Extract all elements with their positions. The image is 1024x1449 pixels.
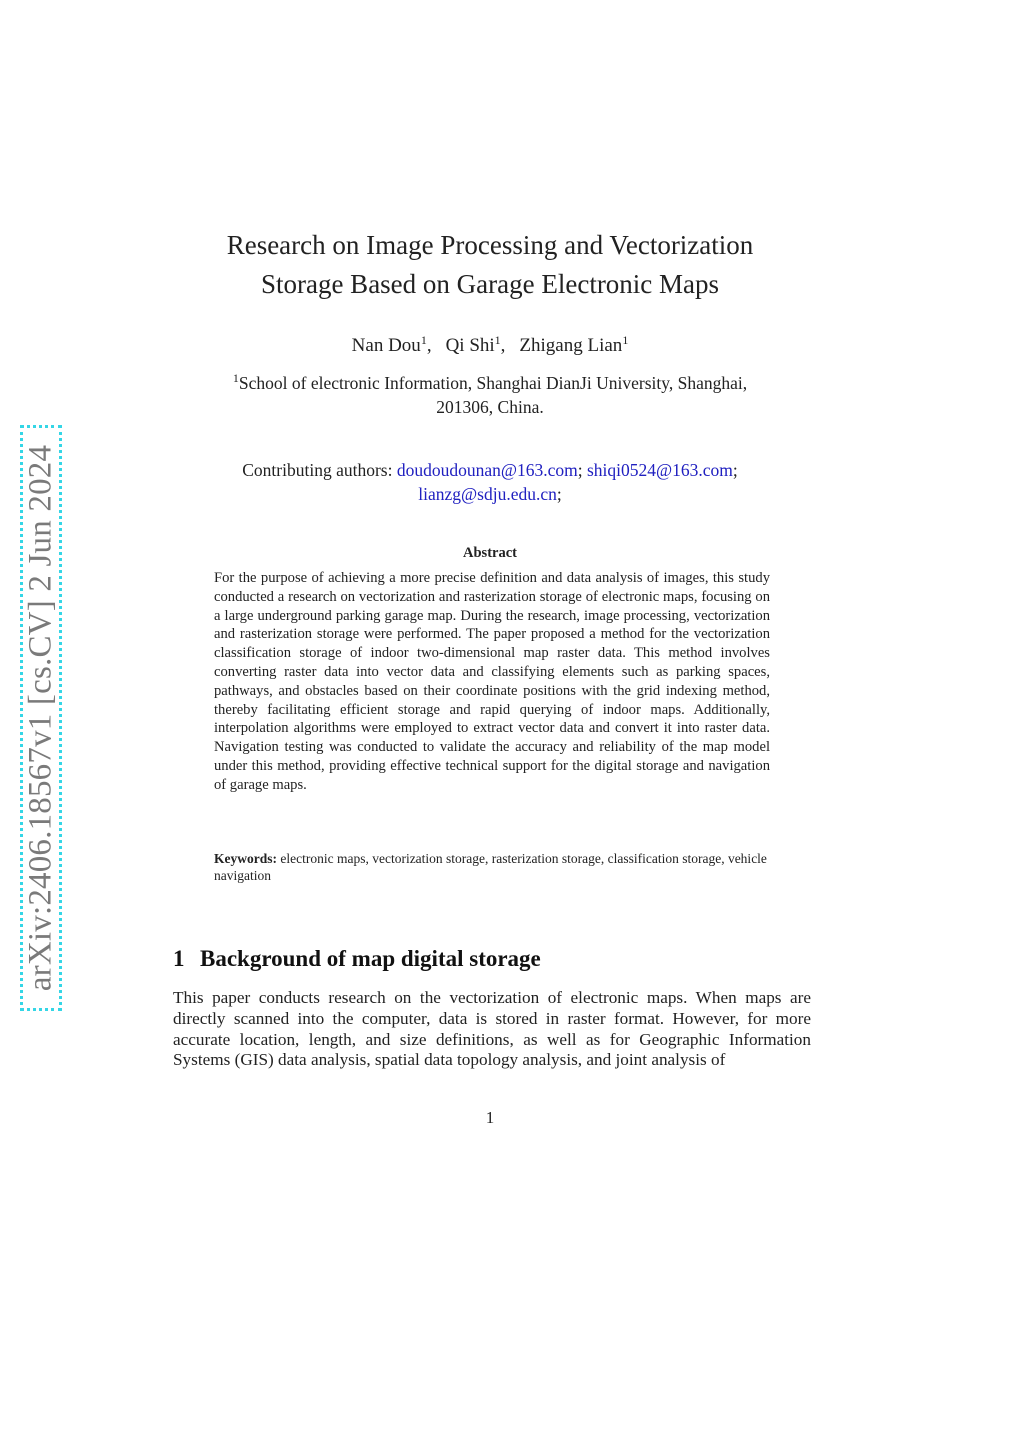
author-separator: , — [500, 335, 506, 356]
keywords-label: Keywords: — [214, 851, 277, 866]
contributing-label: Contributing authors: — [242, 460, 393, 480]
email-separator: ; — [577, 460, 583, 480]
title-line-2: Storage Based on Garage Electronic Maps — [260, 269, 720, 299]
email-separator: ; — [556, 484, 562, 504]
author-name: Qi Shi — [445, 335, 495, 356]
section-heading — [173, 946, 541, 972]
author-affil-marker: 1 — [622, 333, 629, 347]
paper-title — [0, 226, 980, 304]
affil-marker: 1 — [232, 371, 239, 385]
affiliation-line-1: School of electronic Information, Shanghai DianJi University, Shanghai, — [238, 373, 748, 393]
email-separator: ; — [732, 460, 738, 480]
keywords — [214, 850, 770, 884]
keywords-text: electronic maps, vectorization storage, rasterization storage, classification storage, vehicle navigation — [214, 851, 767, 883]
section-title: Background of map digital storage — [200, 946, 541, 971]
page-number: 1 — [485, 1108, 495, 1127]
affiliation-line-2: 201306, China. — [436, 397, 544, 417]
abstract-heading: Abstract — [463, 545, 517, 561]
section-body-text: This paper conducts research on the vectorization of electronic maps. When maps are directly scanned into the computer, data is stored in raster format. However, for more accurate location, length, and size definitions, as well as for Geographic Information Systems (GIS) data analysis, spatial data topology analysis, and joint analysis of — [173, 988, 811, 1070]
author-separator: , — [426, 335, 432, 356]
author-name: Zhigang Lian — [519, 335, 623, 356]
email-link[interactable]: lianzg@sdju.edu.cn — [418, 484, 557, 504]
affiliation — [0, 371, 980, 419]
author-name: Nan Dou — [351, 335, 421, 356]
author-affil-marker: 1 — [420, 333, 427, 347]
title-line-1: Research on Image Processing and Vectorization — [226, 230, 754, 260]
author-affil-marker: 1 — [494, 333, 501, 347]
email-link[interactable]: doudoudounan@163.com — [396, 460, 578, 480]
email-link[interactable]: shiqi0524@163.com — [586, 460, 733, 480]
author-list — [0, 335, 980, 357]
arxiv-stamp[interactable]: arXiv:2406.18567v1 [cs.CV] 2 Jun 2024 — [22, 444, 59, 992]
section-number: 1 — [173, 946, 185, 971]
contributing-authors — [0, 458, 980, 506]
abstract-text: For the purpose of achieving a more precise definition and data analysis of images, this study conducted a research on vectorization and rasterization storage of electronic maps, focusing on a large underground parking garage map. During the research, image processing, vectorization and rasterization storage were performed. The paper proposed a method for the vectorization classification storage of indoor two-dimensional map raster data. This method involves converting raster data into vector data and classifying elements such as parking spaces, pathways, and obstacles based on their coordinate positions with the grid indexing method, thereby facilitating efficient storage and rapid querying of indoor maps. Additionally, interpolation algorithms were employed to extract vector data and convert it into raster data. Navigation testing was conducted to validate the accuracy and reliability of the map model under this method, providing effective technical support for the digital storage and navigation of garage maps. — [214, 570, 770, 793]
